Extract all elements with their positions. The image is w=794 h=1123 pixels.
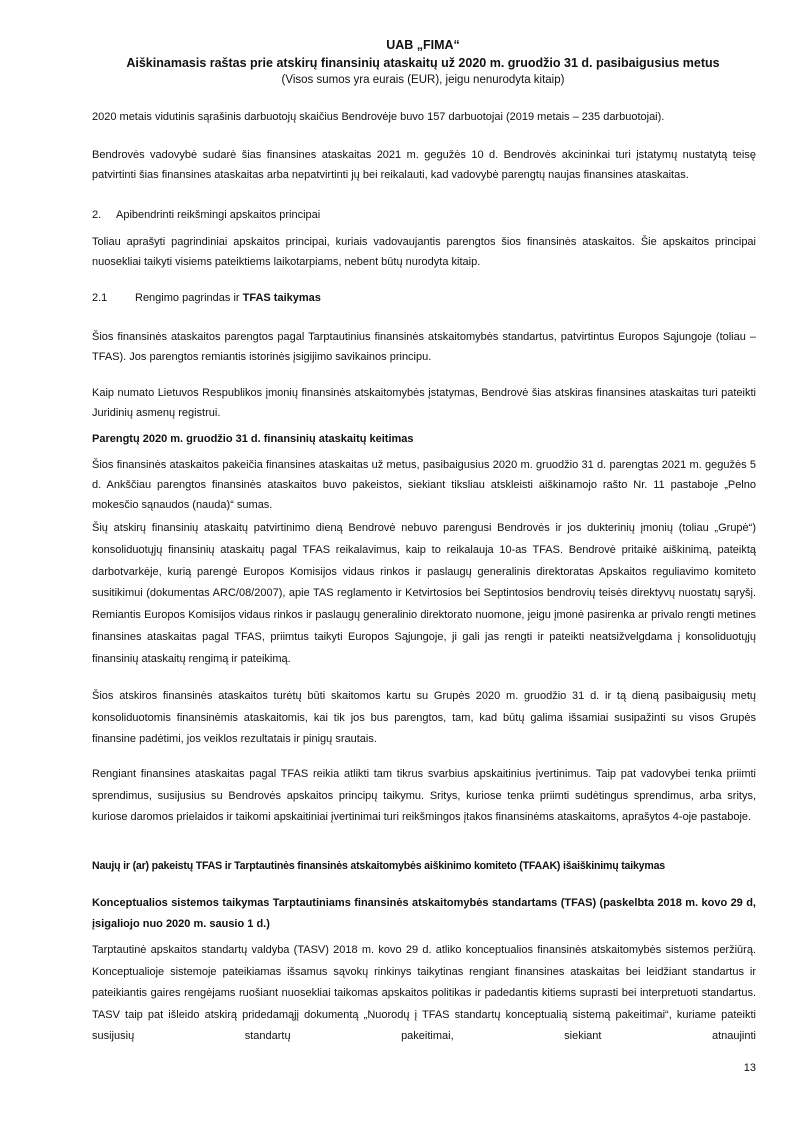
new-standards-heading: Naujų ir (ar) pakeistų TFAS ir Tarptautinės finansinės atskaitomybės aiškinimo komiteto (TFAAK) išaiškinimų taikymas bbox=[92, 860, 665, 872]
section-2-1-paragraph-1: Šios finansinės ataskaitos parengtos pagal Tarptautinius finansinės atskaitomybės standartus, patvirtintus Europos Sąjungoje (toliau – TFAS). Jos parengtos remiantis istorinės įsigijimo savikainos principu. bbox=[92, 331, 756, 363]
company-name: UAB „FIMA“ bbox=[386, 38, 460, 52]
employees-paragraph: 2020 metais vidutinis sąrašinis darbuotojų skaičius Bendrovėje buvo 157 darbuotojai (2019 metais – 235 darbuotojai). bbox=[92, 111, 665, 123]
section-number: 2. bbox=[92, 209, 102, 221]
document-subtitle: (Visos sumos yra eurais (EUR), jeigu nenurodyta kitaip) bbox=[281, 74, 565, 86]
restatement-paragraph-3: Šios atskiros finansinės ataskaitos turėtų būti skaitomos kartu su Grupės 2020 m. gruodžio 31 d. ir tą dieną pasibaigusių metų konsoliduotomis finansinėmis ataskaitomis, kai tik jos bus parengtos, tam, kad būtų galima išsamiai susipažinti su visos Grupės finansine padėtimi, jos veiklos rezultatais ir pinigų srautais. bbox=[92, 690, 756, 745]
section-number: 2.1 bbox=[92, 292, 108, 304]
conceptual-framework-paragraph: Tarptautinė apskaitos standartų valdyba (TASV) 2018 m. kovo 29 d. atliko konceptualios finansinės atskaitomybės sistemos peržiūrą. Konceptualioje sistemoje pateikiamas išsamus sąvokų rinkinys taikytinas rengiant finansines ataskaitas bei leidžiant standartus ir pateikiantis gaires rengėjams ruošiant nuosekliai taikomas apskaitos politikas ir padedantis kitiems suprasti bei interpretuoti standartus. TASV taip pat išleido atskirą pridedamąjį dokumentą „Nuorodų į TFAS standartų konceptualią sistemą pakeitimai“, kuriame pateikti susijusių standartų pakeitimai, siekiant atnaujinti bbox=[92, 944, 756, 1043]
section-2-intro: Toliau aprašyti pagrindiniai apskaitos principai, kuriais vadovaujantis parengtos šios finansinės ataskaitos. Šie apskaitos principai nuosekliai taikyti visiems pateiktiems laikotarpiams, nebent būtų nurodyta kitaip. bbox=[92, 236, 756, 268]
restatement-paragraph-4: Rengiant finansines ataskaitas pagal TFAS reikia atlikti tam tikrus svarbius apskaitinius įvertinimus. Taip pat vadovybei tenka priimti sprendimus, susijusius su Bendrovės apskaitos principų taikymu. Sritys, kuriose tenka priimti sudėtingus sprendimus, arba sritys, kuriose daromos prielaidos ir taikomi apskaitiniai įvertinimai turi reikšmingos įtakos finansinėms ataskaitoms, aprašytos 4-oje pastaboje. bbox=[92, 768, 756, 823]
section-2-1-paragraph-2: Kaip numato Lietuvos Respublikos įmonių finansinės atskaitomybės įstatymas, Bendrovė šias atskiras finansines ataskaitas turi pateikti Juridinių asmenų registrui. bbox=[92, 387, 756, 419]
page-number: 13 bbox=[743, 1062, 756, 1074]
section-2-1-heading bbox=[92, 288, 756, 308]
section-title-plain: Rengimo pagrindas ir bbox=[135, 292, 243, 304]
section-title-bold: TFAS taikymas bbox=[242, 292, 321, 304]
management-paragraph: Bendrovės vadovybė sudarė šias finansines ataskaitas 2021 m. gegužės 10 d. Bendrovės akcininkai turi įstatymų nustatytą teisę patvirtinti šias finansines ataskaitas arba nepatvirtinti jų bei reikalauti, kad vadovybė parengtų naujas finansines ataskaitas. bbox=[92, 149, 756, 181]
restatement-paragraph-1: Šios finansinės ataskaitos pakeičia finansines ataskaitas už metus, pasibaigusius 2020 m. gruodžio 31 d. parengtas 2021 m. gegužės 5 d. Ankščiau parengtos finansinės ataskaitos buvo pakeistos, siekiant tiksliau atskleisti aiškinamojo rašto Nr. 11 pastaboje „Pelno mokesčio sąnaudos (nauda)“ sumas. bbox=[92, 459, 756, 511]
section-title: Apibendrinti reikšmingi apskaitos principai bbox=[116, 209, 321, 221]
document-title: Aiškinamasis raštas prie atskirų finansinių ataskaitų už 2020 m. gruodžio 31 d. pasibaigusius metus bbox=[126, 56, 720, 70]
conceptual-framework-heading: Konceptualios sistemos taikymas Tarptautiniams finansinės atskaitomybės standartams (TFAS) (paskelbta 2018 m. kovo 29 d, įsigaliojo nuo 2020 m. sausio 1 d.) bbox=[92, 897, 756, 930]
restatement-heading: Parengtų 2020 m. gruodžio 31 d. finansinių ataskaitų keitimas bbox=[92, 433, 414, 445]
section-2-heading bbox=[92, 205, 756, 225]
restatement-paragraph-2: Šių atskirų finansinių ataskaitų patvirtinimo dieną Bendrovė nebuvo parengusi Bendrovės ir jos dukterinių įmonių (toliau „Grupė“) konsoliduotųjų finansinių ataskaitų pagal TFAS reikalavimus, kaip to reikalauja 10-as TFAS. Bendrovė pritaikė aiškinimą, pateiktą darbotvarkėje, kurią parengė Europos Komisijos vidaus rinkos ir paslaugų generalinis direktoratas Apskaitos reguliavimo komiteto susitikimui (dokumentas ARC/08/2007), apie TAS reglamento ir Ketvirtosios bei Septintosios bendrovių teisės direktyvų nuostatų sąryšį. Remiantis Europos Komisijos vidaus rinkos ir paslaugų generalinio direktorato nuomone, jeigu įmonė pasirenka ar privalo rengti metines finansines ataskaitas pagal TFAS, priimtus taikyti Europos Sąjungoje, ji gali jas rengti ir pateikti neatsižvelgdama į konsoliduotųjų finansinių ataskaitų rengimą ir pateikimą. bbox=[92, 522, 756, 665]
